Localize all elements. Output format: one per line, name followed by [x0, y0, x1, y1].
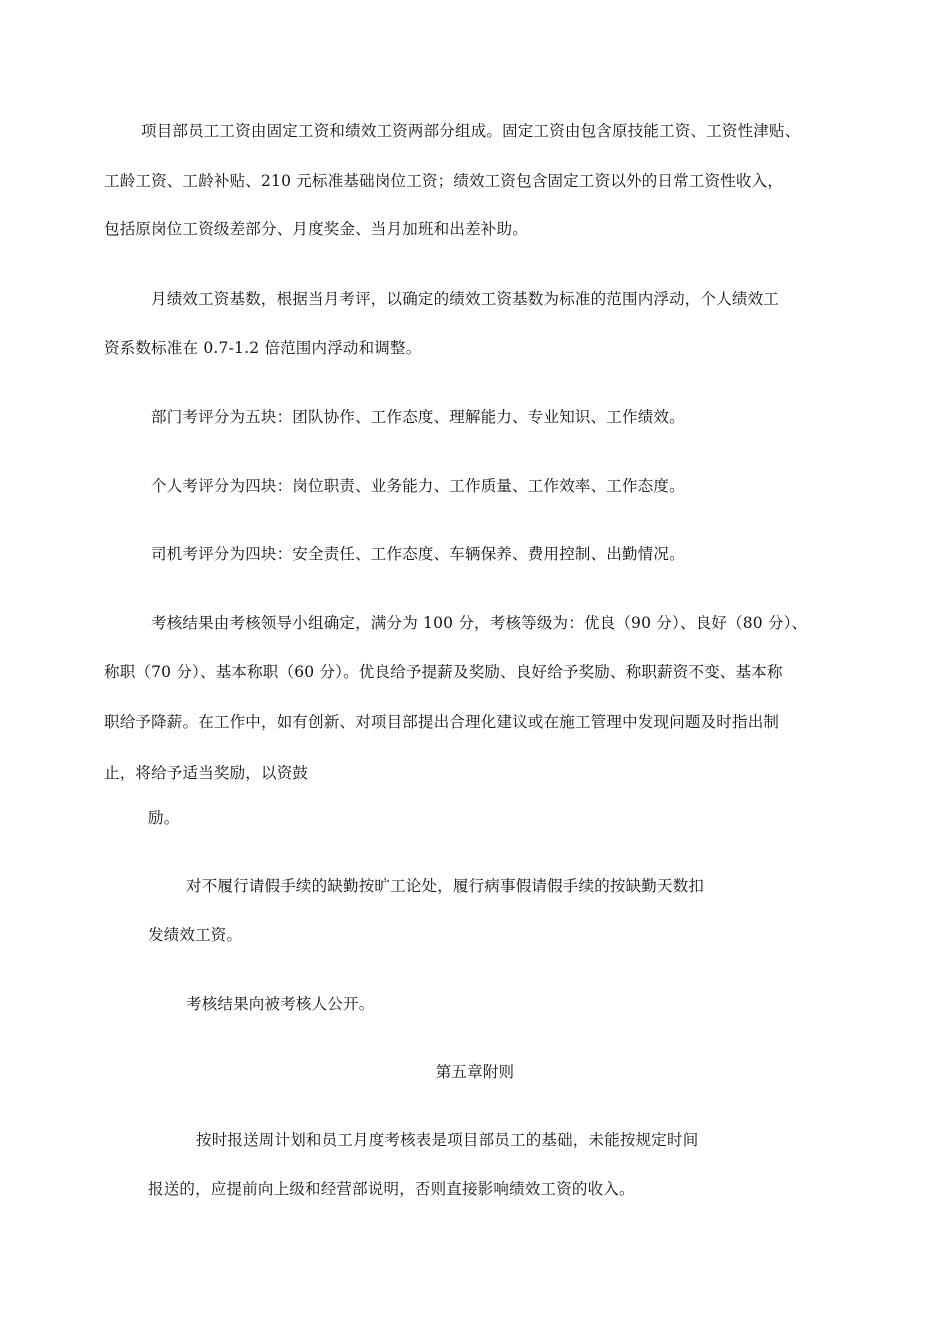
- paragraph-5: 司机考评分为四块：安全责任、工作态度、车辆保养、费用控制、出勤情况。: [151, 545, 685, 563]
- paragraph-2-line-1: 月绩效工资基数，根据当月考评，以确定的绩效工资基数为标准的范围内浮动，个人绩效工: [151, 290, 780, 308]
- paragraph-7-line-1: 对不履行请假手续的缺勤按旷工论处，履行病事假请假手续的按缺勤天数扣: [186, 877, 705, 895]
- paragraph-1-line-3: 包括原岗位工资级差部分、月度奖金、当月加班和出差补助。: [104, 220, 528, 238]
- paragraph-2-line-2: 资系数标准在 0.7-1.2 倍范围内浮动和调整。: [104, 339, 422, 357]
- paragraph-6-line-2: 称职（70 分）、基本称职（60 分）。优良给予提薪及奖励、良好给予奖励、称职薪资不变、基本称: [104, 663, 783, 681]
- paragraph-3: 部门考评分为五块：团队协作、工作态度、理解能力、专业知识、工作绩效。: [151, 408, 685, 426]
- paragraph-4: 个人考评分为四块：岗位职责、业务能力、工作质量、工作效率、工作态度。: [151, 477, 685, 495]
- paragraph-6-line-4: 止，将给予适当奖励，以资鼓: [104, 764, 309, 782]
- chapter-title: 第五章附则: [435, 1063, 515, 1081]
- paragraph-1-line-1: 项目部员工工资由固定工资和绩效工资两部分组成。固定工资由包含原技能工资、工资性津贴、: [141, 122, 801, 140]
- paragraph-6-line-1: 考核结果由考核领导小组确定，满分为 100 分，考核等级为：优良（90 分）、良好（80 分）、: [151, 614, 808, 632]
- paragraph-7-line-2: 发绩效工资。: [148, 926, 243, 944]
- paragraph-8: 考核结果向被考核人公开。: [186, 995, 375, 1013]
- paragraph-9-line-2: 报送的，应提前向上级和经营部说明，否则直接影响绩效工资的收入。: [148, 1180, 635, 1198]
- paragraph-6-line-3: 职给予降薪。在工作中，如有创新、对项目部提出合理化建议或在施工管理中发现问题及时指出制: [104, 713, 780, 731]
- paragraph-9-line-1: 按时报送周计划和员工月度考核表是项目部员工的基础，未能按规定时间: [196, 1131, 699, 1149]
- paragraph-1-line-2: 工龄工资、工龄补贴、210 元标准基础岗位工资；绩效工资包含固定工资以外的日常工资性收入，: [104, 172, 784, 190]
- paragraph-6-line-5: 励。: [148, 809, 180, 827]
